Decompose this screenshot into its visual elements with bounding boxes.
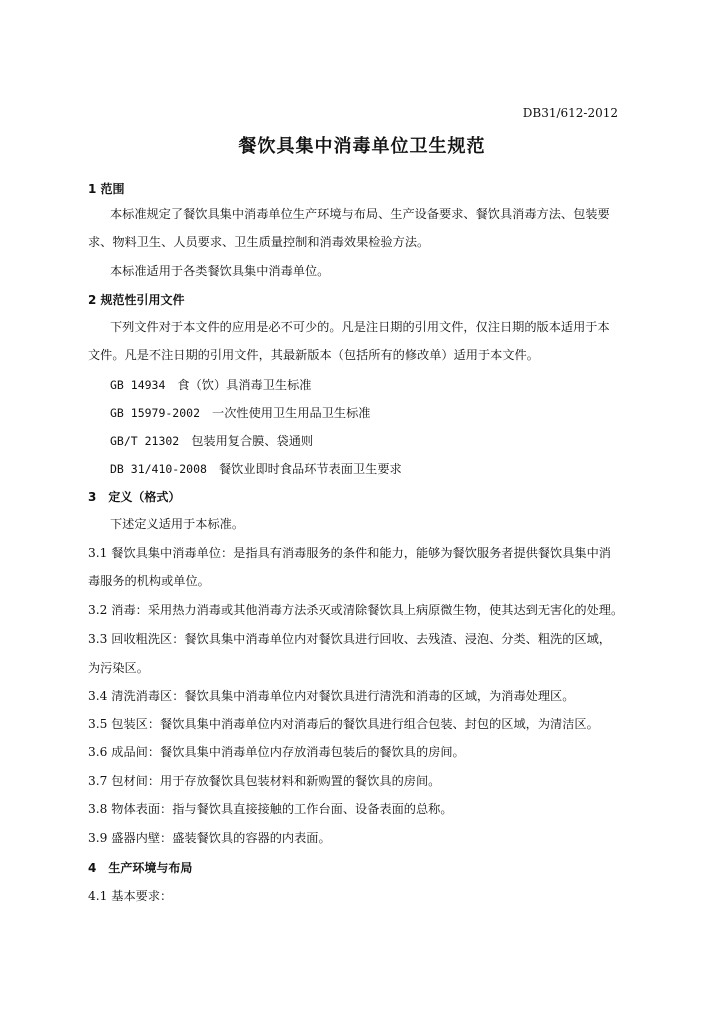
definition-3-1-line: 3.1 餐饮具集中消毒单位：是指具有消毒服务的条件和能力，能够为餐饮服务者提供餐饮具集中消 <box>88 546 611 560</box>
section-3-heading: 3 定义（格式） <box>88 490 181 504</box>
section-4-heading: 4 生产环境与布局 <box>88 861 193 875</box>
definition-3-1-line: 毒服务的机构或单位。 <box>88 574 210 588</box>
definition-3-4: 3.4 清洗消毒区：餐饮具集中消毒单位内对餐饮具进行清洗和消毒的区域，为消毒处理区。 <box>88 689 575 703</box>
reference-title: 餐饮业即时食品环节表面卫生要求 <box>218 462 402 476</box>
reference-title: 包装用复合膜、袋通则 <box>191 434 314 448</box>
section-4-1-heading: 4.1 基本要求： <box>88 889 173 903</box>
reference-code: GB/T 21302 <box>110 434 180 448</box>
section-1-paragraph-line: 求、物料卫生、人员要求、卫生质量控制和消毒效果检验方法。 <box>88 235 430 249</box>
section-1-scope-line: 本标准适用于各类餐饮具集中消毒单位。 <box>110 264 330 278</box>
reference-title: 食（饮）具消毒卫生标准 <box>177 378 312 392</box>
section-1-paragraph-line: 本标准规定了餐饮具集中消毒单位生产环境与布局、生产设备要求、餐饮具消毒方法、包装要 <box>110 207 610 221</box>
reference-code: GB 14934 <box>110 378 166 392</box>
section-2-paragraph-line: 文件。凡是不注日期的引用文件，其最新版本（包括所有的修改单）适用于本文件。 <box>88 348 539 362</box>
reference-item <box>110 461 670 477</box>
section-2-paragraph-line: 下列文件对于本文件的应用是必不可少的。凡是注日期的引用文件，仅注日期的版本适用于本 <box>110 320 610 334</box>
section-1-heading: 1 范围 <box>88 182 125 196</box>
reference-item <box>110 377 670 393</box>
reference-code: DB 31/410-2008 <box>110 462 207 476</box>
reference-item <box>110 405 670 421</box>
reference-title: 一次性使用卫生用品卫生标准 <box>212 406 371 420</box>
definition-3-2: 3.2 消毒：采用热力消毒或其他消毒方法杀灭或清除餐饮具上病原微生物，使其达到无害化的处理。 <box>88 603 624 617</box>
definition-3-7: 3.7 包材间：用于存放餐饮具包装材料和新购置的餐饮具的房间。 <box>88 774 441 788</box>
page-title: 餐饮具集中消毒单位卫生规范 <box>238 136 486 157</box>
definition-3-3-line: 为污染区。 <box>88 661 149 675</box>
document-code: DB31/612-2012 <box>522 106 618 120</box>
section-3-intro: 下述定义适用于本标准。 <box>110 517 245 531</box>
definition-3-3-line: 3.3 回收粗洗区：餐饮具集中消毒单位内对餐饮具进行回收、去残渣、浸泡、分类、粗洗的区域， <box>88 632 611 646</box>
reference-item <box>110 433 670 449</box>
definition-3-9: 3.9 盛器内壁：盛装餐饮具的容器的内表面。 <box>88 831 331 845</box>
definition-3-8: 3.8 物体表面：指与餐饮具直接接触的工作台面、设备表面的总称。 <box>88 802 453 816</box>
definition-3-5: 3.5 包装区：餐饮具集中消毒单位内对消毒后的餐饮具进行组合包装、封包的区域，为清洁区。 <box>88 717 599 731</box>
definition-3-6: 3.6 成品间：餐饮具集中消毒单位内存放消毒包装后的餐饮具的房间。 <box>88 745 465 759</box>
section-2-heading: 2 规范性引用文件 <box>88 293 185 307</box>
reference-code: GB 15979-2002 <box>110 406 201 420</box>
